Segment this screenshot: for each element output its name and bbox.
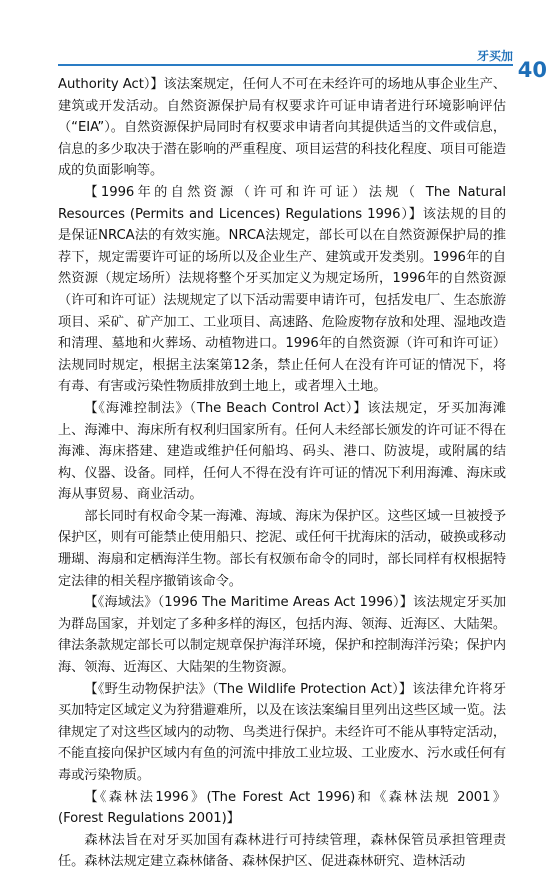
paragraph-beach-control-act: 【《海滩控制法》（The Beach Control Act）】该法规定，牙买加海滩上、海滩中、海床所有权利归国家所有。任何人未经部长颁发的许可证不得在海滩、海床搭建、建造或维护任何船坞、码头、港口、防波堤，或附属的结构、仪器、设备。同样，任何人不得在没有许可证的情况下利用海滩、海床或海从事贸易、商业活动。 <box>58 400 506 503</box>
body-text <box>58 74 506 873</box>
header-divider <box>58 64 513 66</box>
paragraph-forest-act-heading: 【《森林法1996》(The Forest Act 1996)和《森林法规 2001》(Forest Regulations 2001)】 <box>58 789 506 827</box>
paragraph-eia: Authority Act）】该法案规定，任何人不可在未经许可的场地从事企业生产、建筑或开发活动。自然资源保护局有权要求许可证申请者进行环境影响评估（“EIA”）。自然资源保护局同时有权要求申请者向其提供适当的文件或信息，信息的多少取决于潜在影响的严重程度、项目运营的科技化程度、项目可能造成的负面影响等。 <box>58 77 506 179</box>
section-title: 牙买加 <box>476 49 513 63</box>
paragraph-protected-areas: 部长同时有权命令某一海滩、海域、海床为保护区。这些区域一旦被授予保护区，则有可能禁止使用船只、挖泥、或任何干扰海床的活动，破换或移动珊瑚、海扇和定栖海洋生物。部长有权颁布命令的同时，部长同样有权根据特定法律的相关程序撤销该命令。 <box>58 508 506 589</box>
paragraph-forest-act: 森林法旨在对牙买加国有森林进行可持续管理，森林保管员承担管理责任。森林法规定建立森林储备、森林保护区、促进森林研究、造林活动 <box>58 832 506 870</box>
paragraph-wildlife-protection-act: 【《野生动物保护法》（The Wildlife Protection Act）】该法律允许将牙买加特定区域定义为狩猎避难所，以及在该法案编目里列出这些区域一览。法律规定了对这些区域内的动物、鸟类进行保护。未经许可不能从事特定活动，不能直接向保护区域内有鱼的河流中排放工业垃圾、工业废水、污水或任何有毒或污染物质。 <box>58 681 506 783</box>
paragraph-maritime-areas-act: 【《海域法》（1996 The Maritime Areas Act 1996）】该法规定牙买加为群岛国家，并划定了多种多样的海区，包括内海、领海、近海区、大陆架。律法条款规定部长可以制定规章保护海洋环境，保护和控制海洋污染；保护内海、领海、近海区、大陆架的生物资源。 <box>58 595 506 676</box>
page-number: 40 <box>517 58 547 82</box>
paragraph-natural-resources-regulations: 【1996年的自然资源（许可和许可证）法规（ The Natural Resources (Permits and Licences) Regulations 1996）】该法规的目的是保证NRCA法的有效实施。NRCA法规定，部长可以在自然资源保护局的推荐下，规定需要许可证的场所以及企业生产、建筑或开发类别。1996年的自然资源（规定场所）法规将整个牙买加定义为规定场所，1996年的自然资源（许可和许可证）法规规定了以下活动需要申请许可，包括发电厂、生态旅游项目、采矿、矿产加工、工业项目、高速路、危险废物存放和处理、湿地改造和清理、墓地和火葬场、动植物进口。1996年的自然资源（许可和许可证）法规同时规定，根据主法案第12条，禁止任何人在没有许可证的情况下，将有毒、有害或污染性物质排放到土地上，或者埋入土地。 <box>58 184 506 395</box>
